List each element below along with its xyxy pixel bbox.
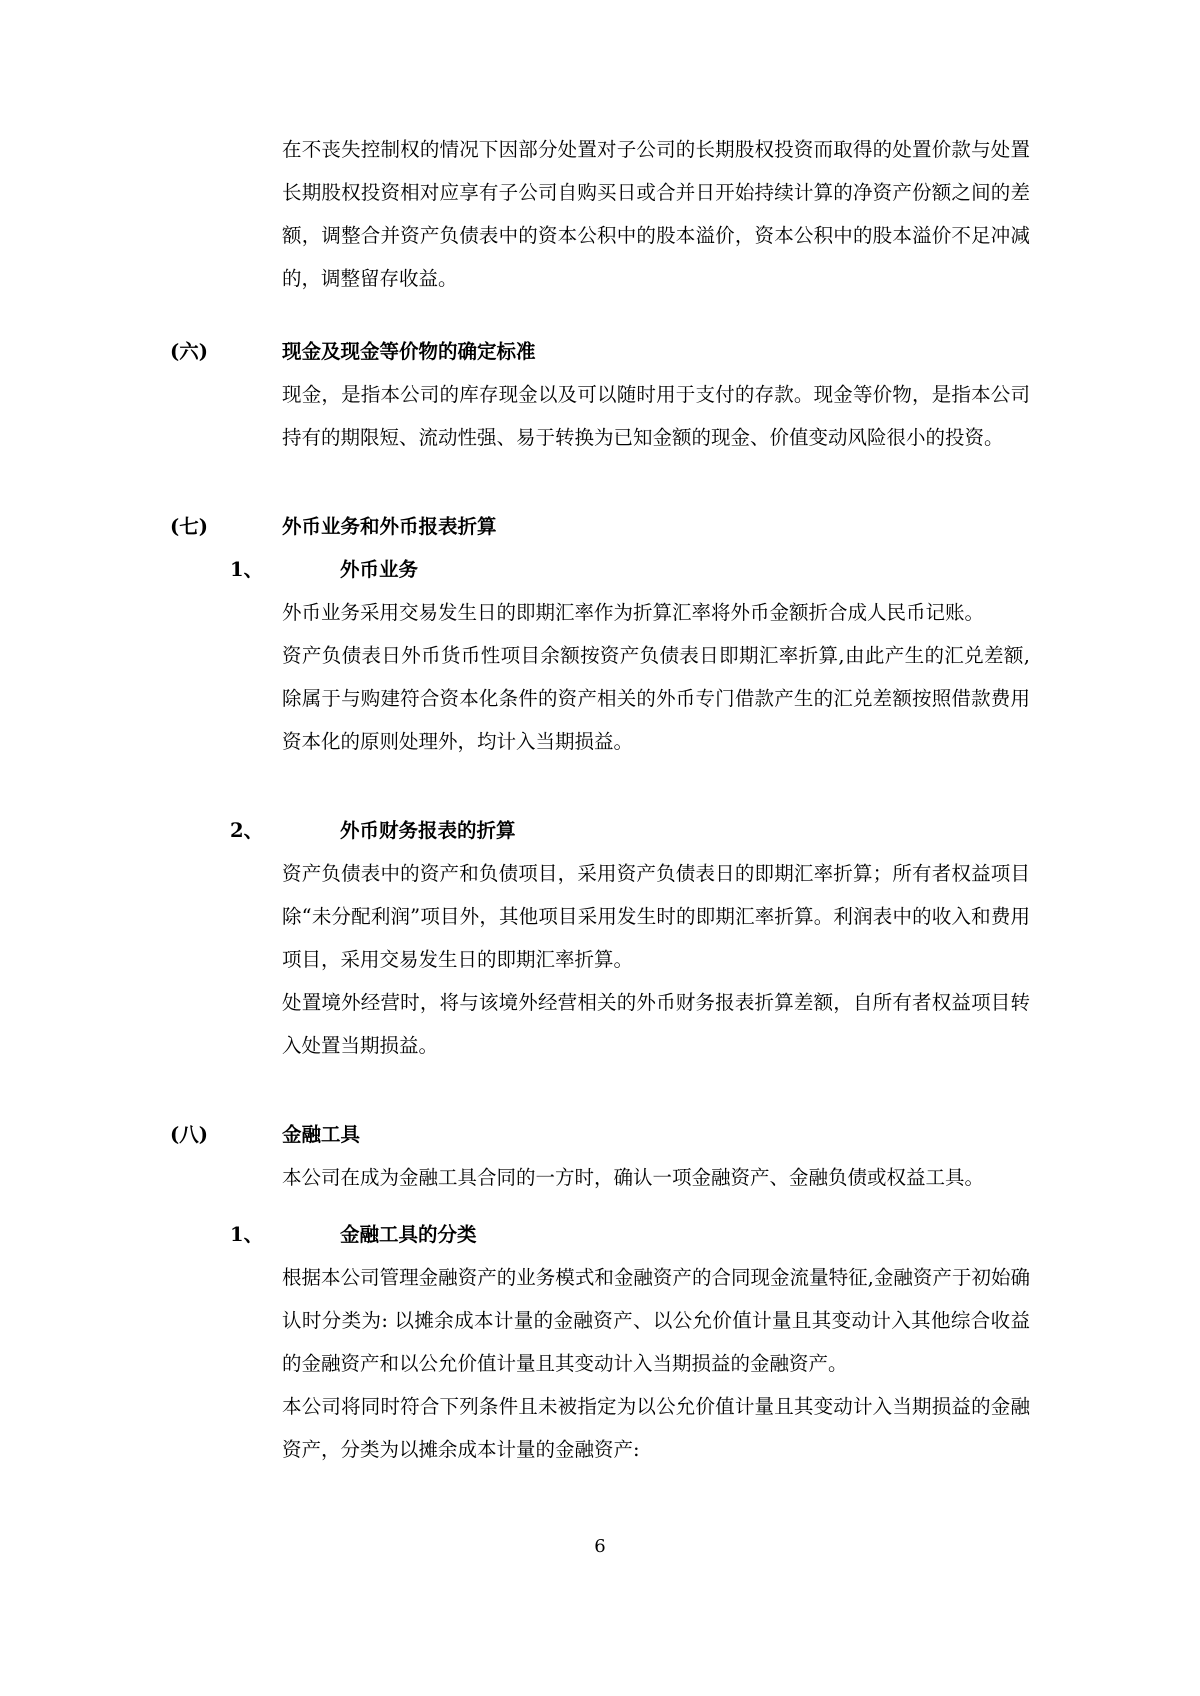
section-seven-number: (七) bbox=[170, 515, 208, 538]
sub-two-para-1: 资产负债表中的资产和负债项目，采用资产负债表日的即期汇率折算；所有者权益项目除“未分配利润”项目外，其他项目采用发生时的即期汇率折算。利润表中的收入和费用项目，采用交易发生日的即期汇率折算。 bbox=[282, 862, 1030, 971]
sub-one-title: 金融工具的分类 bbox=[340, 1223, 477, 1246]
spacer bbox=[170, 300, 1030, 330]
sub-one-number: 1、 bbox=[230, 558, 264, 581]
section-eight-sub-one-para-1: 根据本公司管理金融资产的业务模式和金融资产的合同现金流量特征,金融资产于初始确认时分类为: 以摊余成本计量的金融资产、以公允价值计量且其变动计入其他综合收益的金融资产和以公允价值计量且其变动计入当期损益的金融资产。 bbox=[282, 1266, 1030, 1375]
sub-two-para-2: 处置境外经营时，将与该境外经营相关的外币财务报表折算差额，自所有者权益项目转入处置当期损益。 bbox=[282, 991, 1030, 1057]
spacer bbox=[170, 1067, 1030, 1113]
sub-two-title: 外币财务报表的折算 bbox=[340, 819, 516, 842]
section-eight-title: 金融工具 bbox=[282, 1123, 361, 1146]
spacer bbox=[170, 763, 1030, 809]
section-eight-number: (八) bbox=[170, 1123, 208, 1146]
section-six-number: (六) bbox=[170, 340, 208, 363]
section-eight-sub-one-para-2: 本公司将同时符合下列条件且未被指定为以公允价值计量且其变动计入当期损益的金融资产，分类为以摊余成本计量的金融资产: bbox=[282, 1395, 1030, 1461]
sub-one-para-2: 资产负债表日外币货币性项目余额按资产负债表日即期汇率折算,由此产生的汇兑差额,除属于与购建符合资本化条件的资产相关的外币专门借款产生的汇兑差额按照借款费用资本化的原则处理外，均计入当期损益。 bbox=[282, 644, 1030, 753]
sub-two-number: 2、 bbox=[230, 819, 264, 842]
section-six-heading bbox=[170, 330, 1030, 373]
section-eight-body: 本公司在成为金融工具合同的一方时，确认一项金融资产、金融负债或权益工具。 bbox=[282, 1166, 985, 1189]
spacer bbox=[170, 459, 1030, 505]
section-seven-sub-one-heading bbox=[230, 548, 1030, 591]
section-seven-sub-two-heading bbox=[230, 809, 1030, 852]
spacer bbox=[170, 1199, 1030, 1213]
section-six-title: 现金及现金等价物的确定标准 bbox=[282, 340, 536, 363]
page-number: 6 bbox=[594, 1536, 606, 1557]
section-seven-heading bbox=[170, 505, 1030, 548]
sub-one-para-1: 外币业务采用交易发生日的即期汇率作为折算汇率将外币金额折合成人民币记账。 bbox=[282, 601, 985, 624]
page-content bbox=[170, 128, 1030, 1471]
section-eight-heading bbox=[170, 1113, 1030, 1156]
section-six-body: 现金，是指本公司的库存现金以及可以随时用于支付的存款。现金等价物，是指本公司持有的期限短、流动性强、易于转换为已知金额的现金、价值变动风险很小的投资。 bbox=[282, 383, 1030, 449]
intro-paragraph: 在不丧失控制权的情况下因部分处置对子公司的长期股权投资而取得的处置价款与处置长期股权投资相对应享有子公司自购买日或合并日开始持续计算的净资产份额之间的差额，调整合并资产负债表中的资本公积中的股本溢价，资本公积中的股本溢价不足冲减的，调整留存收益。 bbox=[282, 138, 1030, 290]
sub-one-number: 1、 bbox=[230, 1223, 264, 1246]
section-eight-sub-one-heading bbox=[230, 1213, 1030, 1256]
sub-one-title: 外币业务 bbox=[340, 558, 419, 581]
section-seven-title: 外币业务和外币报表折算 bbox=[282, 515, 497, 538]
